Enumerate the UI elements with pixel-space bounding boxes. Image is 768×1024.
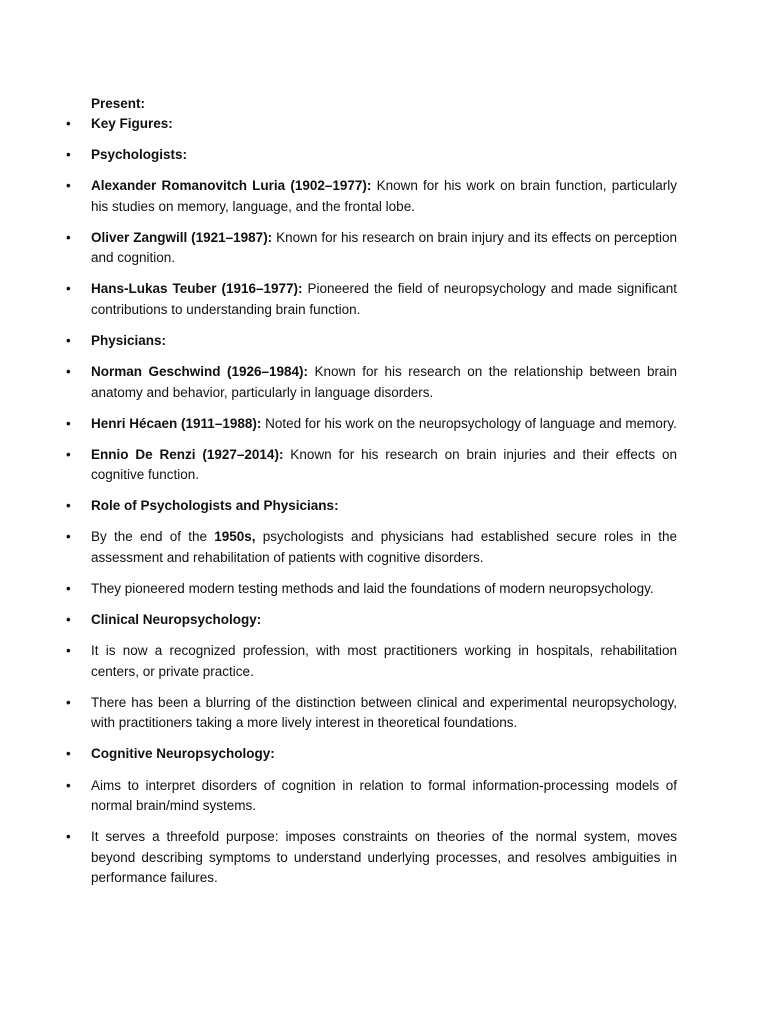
bullet-icon: • bbox=[66, 332, 71, 348]
bullet-icon: • bbox=[66, 364, 71, 380]
item-lead: Physicians: bbox=[91, 332, 167, 348]
bullet-icon: • bbox=[66, 746, 71, 762]
bullet-icon: • bbox=[66, 612, 71, 628]
item-text-prefix: By the end of the bbox=[91, 529, 215, 545]
list-item bbox=[0, 279, 768, 320]
item-lead: Ennio De Renzi (1927–2014): bbox=[91, 446, 284, 462]
item-text: Known for his research on brain injuries and their effects on cognitive function. bbox=[91, 446, 677, 483]
bullet-icon: • bbox=[66, 829, 71, 845]
bullet-icon: • bbox=[66, 178, 71, 194]
bullet-icon: • bbox=[66, 694, 71, 710]
item-text: It is now a recognized profession, with most practitioners working in hospitals, rehabilitation centers, or private practice. bbox=[91, 643, 677, 679]
list-item bbox=[0, 414, 768, 435]
list-item bbox=[0, 145, 768, 166]
list-item bbox=[0, 693, 768, 734]
bullet-icon: • bbox=[66, 116, 71, 131]
list-item bbox=[0, 362, 768, 403]
bullet-icon: • bbox=[66, 415, 71, 431]
item-text: Known for his research on the relationship between brain anatomy and behavior, particularly in language disorders. bbox=[91, 364, 677, 400]
list-item bbox=[0, 744, 768, 765]
item-lead: Role of Psychologists and Physicians: bbox=[91, 498, 339, 514]
item-text: Pioneered the field of neuropsychology and made significant contributions to understanding brain function. bbox=[91, 281, 677, 317]
list-item bbox=[0, 641, 768, 682]
item-lead: Clinical Neuropsychology: bbox=[91, 612, 262, 628]
bullet-icon: • bbox=[66, 446, 71, 462]
list-item bbox=[0, 827, 768, 889]
item-lead: Psychologists: bbox=[91, 147, 188, 163]
bullet-icon: • bbox=[66, 147, 71, 163]
item-text: Known for his research on brain injury and its effects on perception and cognition. bbox=[91, 229, 677, 266]
item-lead: Cognitive Neuropsychology: bbox=[91, 746, 275, 762]
list-item bbox=[0, 114, 768, 135]
item-text: Aims to interpret disorders of cognition in relation to formal information-processing models of normal brain/mind systems. bbox=[91, 777, 677, 813]
item-lead: Key Figures: bbox=[91, 116, 173, 131]
item-emphasis: 1950s, bbox=[214, 529, 256, 545]
bullet-icon: • bbox=[66, 529, 71, 545]
item-text: Known for his work on brain function, particularly his studies on memory, language, and the frontal lobe. bbox=[91, 178, 677, 214]
list-item bbox=[0, 176, 768, 217]
list-item bbox=[0, 445, 768, 486]
item-text: They pioneered modern testing methods and laid the foundations of modern neuropsychology. bbox=[91, 581, 654, 597]
item-lead: Henri Hécaen (1911–1988): bbox=[91, 415, 262, 431]
bullet-list bbox=[0, 114, 768, 899]
item-text: It serves a threefold purpose: imposes constraints on theories of the normal system, moves beyond describing symptoms to understand underlying processes, and resolves ambiguities in performance failures. bbox=[91, 829, 677, 886]
bullet-icon: • bbox=[66, 498, 71, 514]
list-item bbox=[0, 579, 768, 600]
bullet-icon: • bbox=[66, 643, 71, 659]
item-lead: Norman Geschwind (1926–1984): bbox=[91, 364, 309, 380]
bullet-icon: • bbox=[66, 229, 71, 245]
section-heading: Present: bbox=[91, 96, 146, 111]
list-item bbox=[0, 776, 768, 817]
item-text: Noted for his work on the neuropsychology of language and memory. bbox=[261, 415, 677, 431]
item-text: psychologists and physicians had established secure roles in the assessment and rehabilitation of patients with cognitive disorders. bbox=[91, 529, 677, 565]
list-item bbox=[0, 527, 768, 568]
item-lead: Oliver Zangwill (1921–1987): bbox=[91, 229, 273, 245]
bullet-icon: • bbox=[66, 281, 71, 297]
list-item bbox=[0, 610, 768, 631]
item-text: There has been a blurring of the distinction between clinical and experimental neuropsychology, with practitioners taking a more lively interest in theoretical foundations. bbox=[91, 694, 677, 731]
item-lead: Alexander Romanovitch Luria (1902–1977): bbox=[91, 178, 372, 194]
list-item bbox=[0, 496, 768, 517]
bullet-icon: • bbox=[66, 777, 71, 793]
list-item bbox=[0, 331, 768, 352]
bullet-icon: • bbox=[66, 581, 71, 597]
list-item bbox=[0, 228, 768, 269]
item-lead: Hans-Lukas Teuber (1916–1977): bbox=[91, 281, 303, 297]
